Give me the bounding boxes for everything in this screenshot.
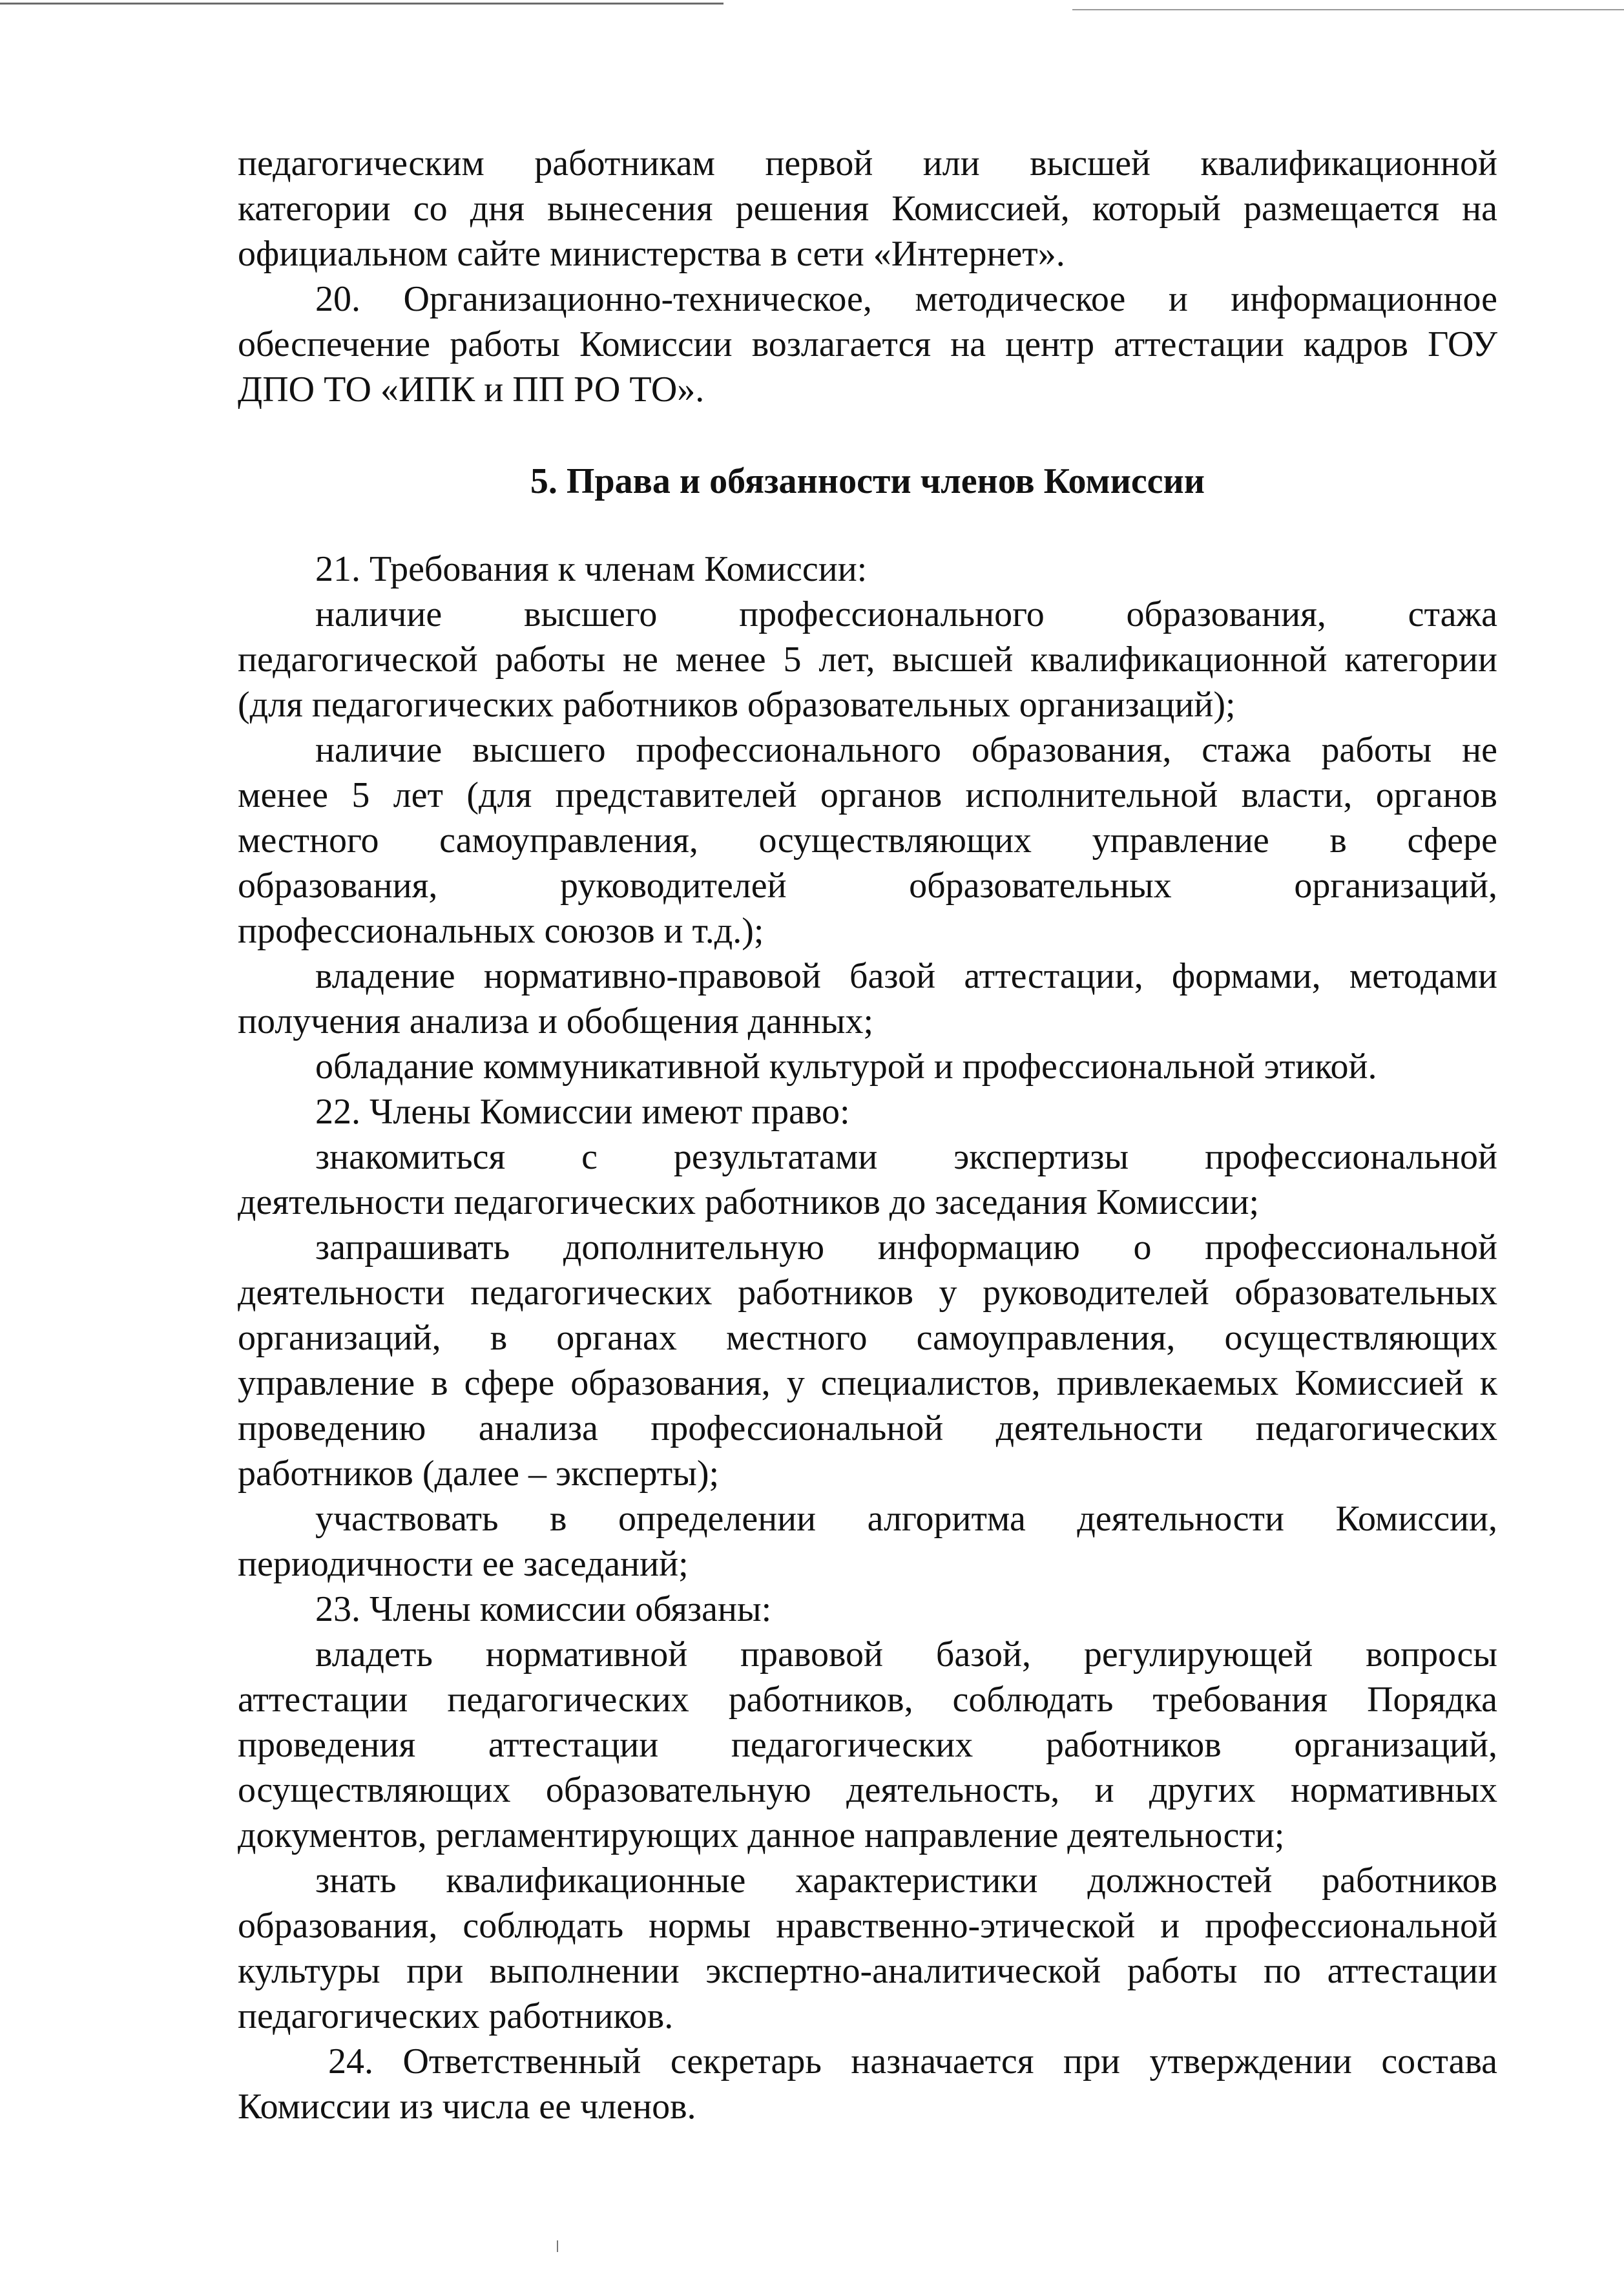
text-line: документов, регламентирующих данное направление деятельности; [238,1815,1285,1855]
text-line: знать квалификационные характеристики должностей работников [315,1861,1497,1901]
text-line: деятельности педагогических работников у руководителей образовательных [238,1273,1497,1313]
document-page [238,141,1497,2129]
text-line: педагогическим работникам первой или высшей квалификационной [238,143,1497,183]
text-line: участвовать в определении алгоритма деятельности Комиссии, [315,1499,1497,1539]
text-line: запрашивать дополнительную информацию о профессиональной [315,1227,1497,1267]
section-heading: 5. Права и обязанности членов Комиссии [530,461,1205,501]
text-line: организаций, в органах местного самоуправления, осуществляющих [238,1318,1497,1358]
text-line: Комиссии из числа ее членов. [238,2087,696,2127]
paragraph-20-start: 20. Организационно-техническое, методическое и информационное [315,279,1497,319]
text-line: проведения аттестации педагогических работников организаций, [238,1725,1497,1765]
text-line: менее 5 лет (для представителей органов исполнительной власти, органов [238,775,1497,815]
text-line: культуры при выполнении экспертно-аналитической работы по аттестации [238,1951,1497,1991]
text-line: обладание коммуникативной культурой и профессиональной этикой. [315,1047,1377,1087]
text-line: проведению анализа профессиональной деятельности педагогических [238,1408,1497,1448]
scan-edge-line [0,3,724,5]
text-line: ДПО ТО «ИПК и ПП РО ТО». [238,370,705,410]
text-line: (для педагогических работников образовательных организаций); [238,685,1236,725]
text-line: периодичности ее заседаний; [238,1544,689,1584]
text-line: аттестации педагогических работников, соблюдать требования Порядка [238,1680,1497,1720]
scan-edge-line-right [1072,9,1624,10]
paragraph-22-start: 22. Члены Комиссии имеют право: [315,1092,850,1132]
text-line: образования, руководителей образовательных организаций, [238,866,1497,906]
text-line: знакомиться с результатами экспертизы профессиональной [315,1137,1497,1177]
paragraph-24-start: 24. Ответственный секретарь назначается при утверждении состава [328,2041,1497,2081]
text-line: владеть нормативной правовой базой, регулирующей вопросы [315,1634,1497,1674]
text-line: педагогической работы не менее 5 лет, высшей квалификационной категории [238,640,1497,680]
text-line: владение нормативно-правовой базой аттестации, формами, методами [315,956,1497,996]
text-line: официальном сайте министерства в сети «Интернет». [238,234,1065,274]
text-line: наличие высшего профессионального образования, стажа [315,594,1497,634]
text-line: обеспечение работы Комиссии возлагается на центр аттестации кадров ГОУ [238,324,1497,364]
text-line: местного самоуправления, осуществляющих управление в сфере [238,820,1497,861]
text-line: образования, соблюдать нормы нравственно-этической и профессиональной [238,1906,1497,1946]
text-line: осуществляющих образовательную деятельность, и других нормативных [238,1770,1497,1810]
scan-mark [557,2240,558,2252]
text-line: категории со дня вынесения решения Комиссией, который размещается на [238,189,1497,229]
text-line: управление в сфере образования, у специалистов, привлекаемых Комиссией к [238,1363,1497,1403]
paragraph-21-start: 21. Требования к членам Комиссии: [315,549,868,589]
text-line: педагогических работников. [238,1996,674,2036]
text-line: получения анализа и обобщения данных; [238,1001,874,1041]
paragraph-23-start: 23. Члены комиссии обязаны: [315,1589,772,1629]
text-line: наличие высшего профессионального образования, стажа работы не [315,730,1497,770]
text-line: профессиональных союзов и т.д.); [238,911,764,951]
text-line: деятельности педагогических работников до заседания Комиссии; [238,1182,1260,1222]
text-line: работников (далее – эксперты); [238,1454,720,1494]
